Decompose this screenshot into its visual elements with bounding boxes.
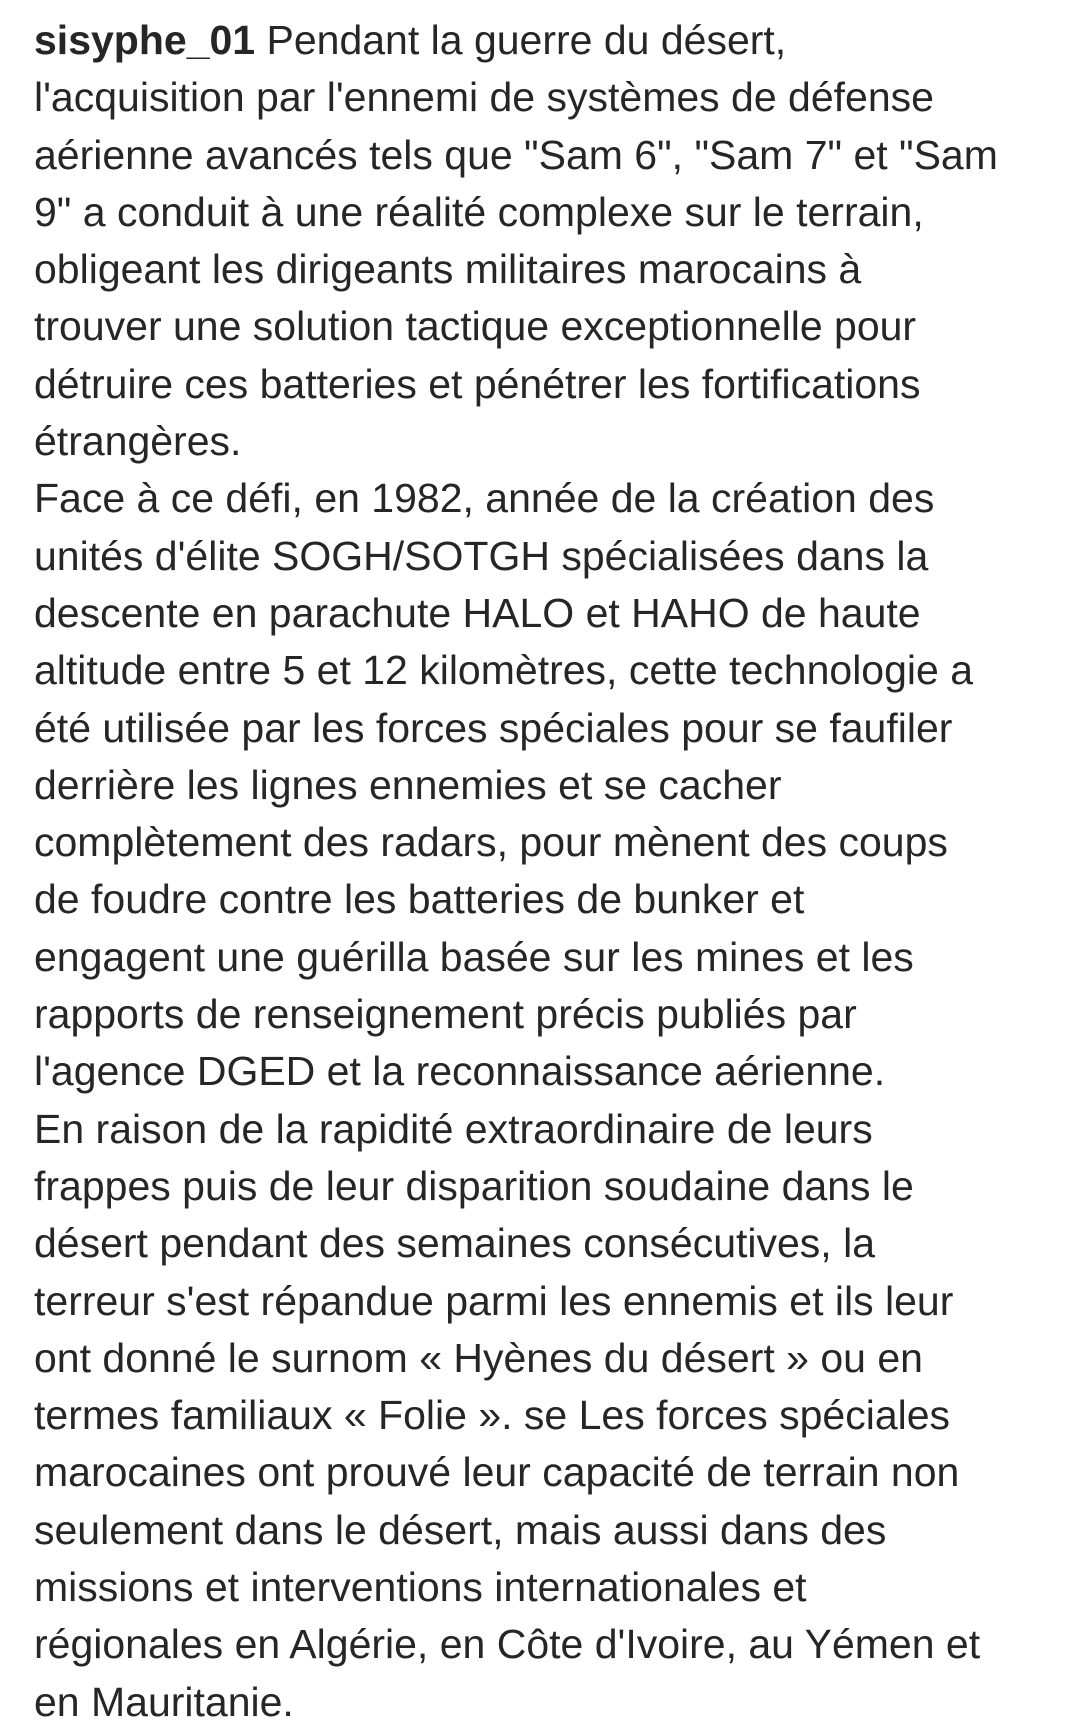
caption-line: été utilisée par les forces spéciales pour se faufiler xyxy=(34,704,953,751)
caption-line: étrangères. xyxy=(34,418,242,465)
post-caption xyxy=(34,12,1064,1731)
caption-line: Face à ce défi, en 1982, année de la création des xyxy=(34,475,935,522)
caption-line: altitude entre 5 et 12 kilomètres, cette technologie a xyxy=(34,647,974,694)
caption-line: rapports de renseignement précis publiés par xyxy=(34,991,857,1038)
caption-line: trouver une solution tactique exceptionnelle pour xyxy=(34,303,917,350)
caption-line: missions et interventions internationales et xyxy=(34,1564,807,1611)
caption-line: aérienne avancés tels que "Sam 6", "Sam 7" et "Sam xyxy=(34,131,998,178)
username-link[interactable]: sisyphe_01 xyxy=(34,17,256,63)
caption-line: en Mauritanie. xyxy=(34,1678,294,1725)
caption-line: descente en parachute HALO et HAHO de haute xyxy=(34,589,921,636)
caption-line: terreur s'est répandue parmi les ennemis et ils leur xyxy=(34,1277,954,1324)
caption-line: derrière les lignes ennemies et se cacher xyxy=(34,761,782,808)
caption-line: En raison de la rapidité extraordinaire de leurs xyxy=(34,1105,873,1152)
caption-line: 9" a conduit à une réalité complexe sur le terrain, xyxy=(34,188,924,235)
caption-line: termes familiaux « Folie ». se Les forces spéciales xyxy=(34,1392,951,1439)
caption-text: Pendant la guerre du désert, xyxy=(255,17,787,63)
caption-line: frappes puis de leur disparition soudaine dans le xyxy=(34,1162,914,1209)
caption-line: seulement dans le désert, mais aussi dans des xyxy=(34,1506,887,1553)
caption-line: obligeant les dirigeants militaires marocains à xyxy=(34,246,862,293)
caption-line: régionales en Algérie, en Côte d'Ivoire, au Yémen et xyxy=(34,1621,981,1668)
caption-line: complètement des radars, pour mènent des coups xyxy=(34,819,948,866)
caption-line: désert pendant des semaines consécutives, la xyxy=(34,1220,876,1267)
caption-line: l'acquisition par l'ennemi de systèmes de défense xyxy=(34,74,934,121)
caption-line: détruire ces batteries et pénétrer les fortifications xyxy=(34,360,921,407)
caption-line: unités d'élite SOGH/SOTGH spécialisées dans la xyxy=(34,532,929,579)
caption-line: de foudre contre les batteries de bunker et xyxy=(34,876,805,923)
caption-line xyxy=(34,12,1064,69)
caption-line: ont donné le surnom « Hyènes du désert » ou en xyxy=(34,1334,923,1381)
caption-line: marocaines ont prouvé leur capacité de terrain non xyxy=(34,1449,960,1496)
caption-line: engagent une guérilla basée sur les mines et les xyxy=(34,933,914,980)
caption-line: l'agence DGED et la reconnaissance aérienne. xyxy=(34,1048,886,1095)
